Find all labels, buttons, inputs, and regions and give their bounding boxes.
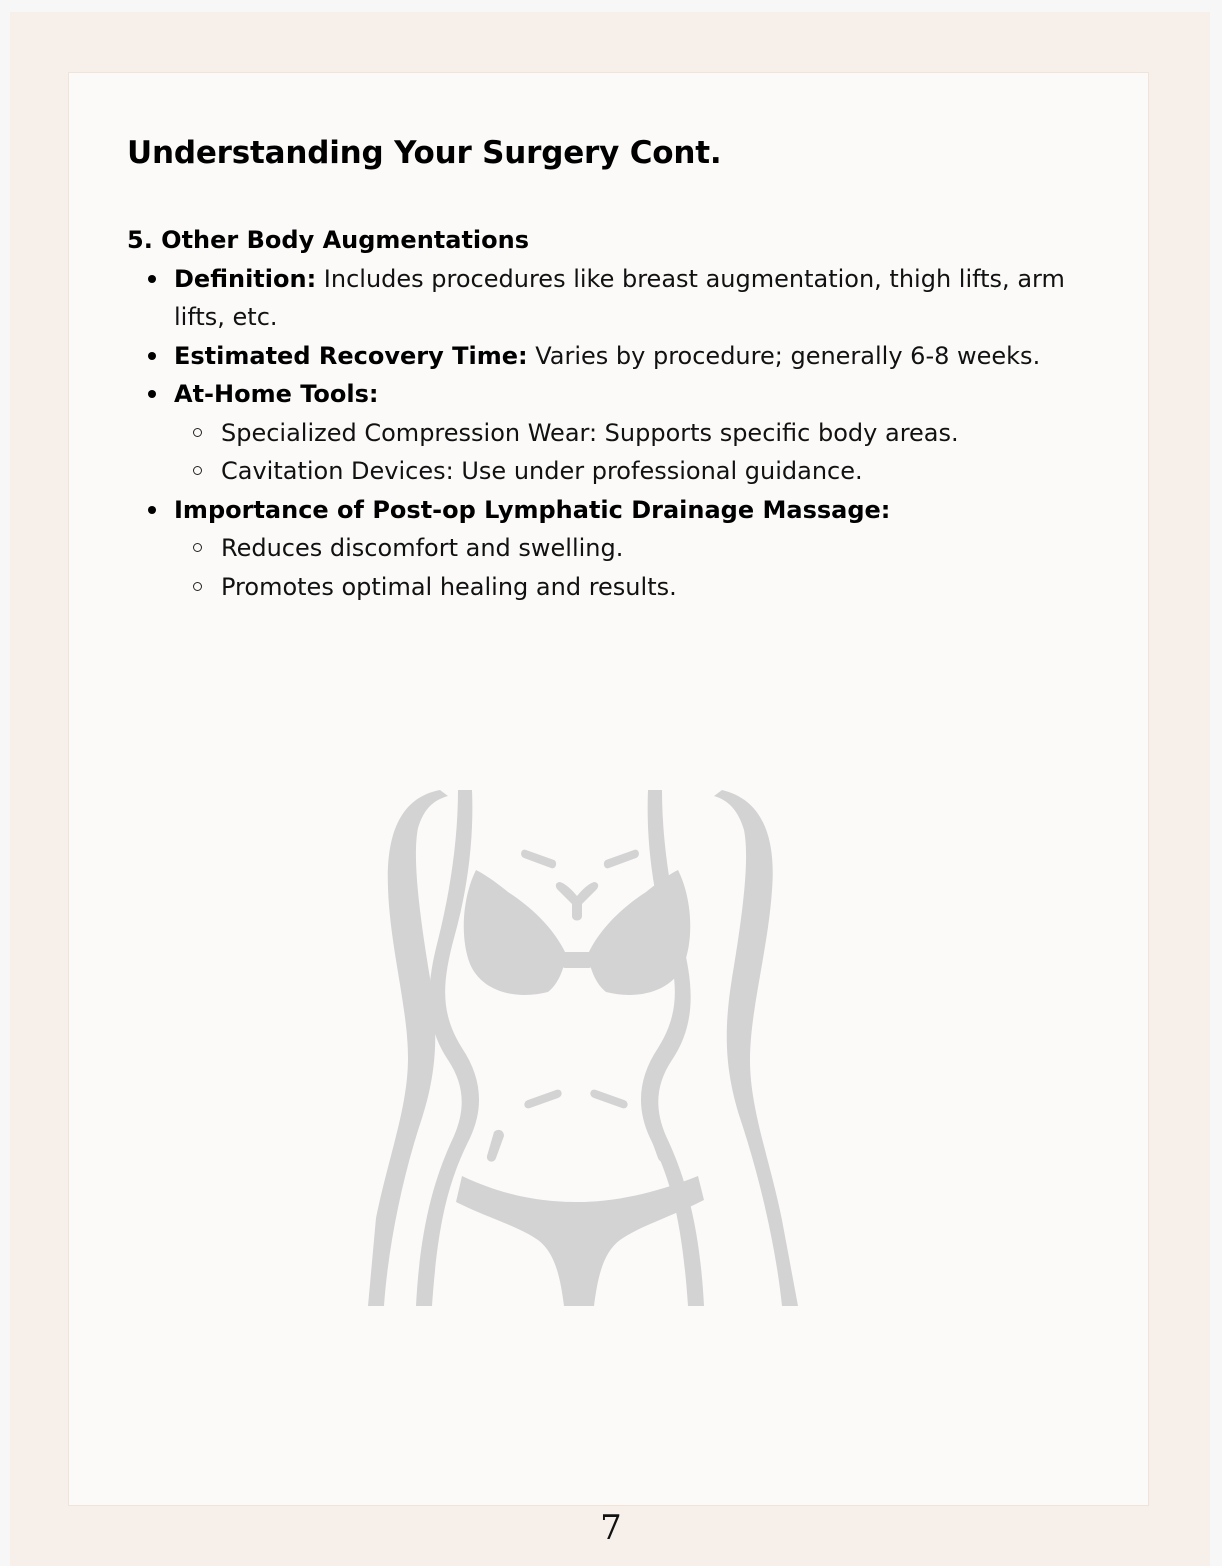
- rib-mark-left: [524, 1090, 561, 1109]
- sub-list-item: Promotes optimal healing and results.: [174, 568, 1087, 607]
- item-text: Varies by procedure; generally 6-8 weeks.: [527, 341, 1041, 370]
- item-text: Includes procedures like breast augmentation, thigh lifts, arm lifts, etc.: [174, 264, 1065, 331]
- hip-mark-left: [487, 1130, 504, 1162]
- item-label: Definition:: [174, 264, 317, 293]
- section-heading: 5. Other Body Augmentations: [127, 226, 529, 254]
- sub-list-item: Cavitation Devices: Use under professional guidance.: [174, 452, 1087, 491]
- sub-list: [174, 529, 1087, 606]
- sternum-mark: [556, 882, 598, 921]
- bikini-bottom: [456, 1176, 704, 1306]
- list-item-recovery-time: [127, 337, 1087, 376]
- bra-center: [562, 952, 592, 968]
- list-item-definition: [127, 260, 1087, 337]
- rib-mark-right: [590, 1090, 627, 1109]
- sub-list-item: Specialized Compression Wear: Supports specific body areas.: [174, 414, 1087, 453]
- page-number: 7: [600, 1508, 622, 1548]
- item-label: Estimated Recovery Time:: [174, 341, 528, 370]
- item-label: At-Home Tools:: [174, 380, 379, 408]
- bra-cup-right: [588, 870, 690, 995]
- sub-list-item: Reduces discomfort and swelling.: [174, 529, 1087, 568]
- list-item-lymphatic-massage: [127, 491, 1087, 607]
- bullet-list: [127, 260, 1087, 607]
- outer-right-contour: [714, 790, 798, 1306]
- page-title: Understanding Your Surgery Cont.: [127, 135, 722, 171]
- sub-list: [174, 414, 1087, 491]
- collarbone-right: [604, 850, 639, 869]
- list-item-at-home-tools: [127, 375, 1087, 491]
- body-contour-icon: [358, 778, 798, 1308]
- section-other-body-augmentations: [127, 221, 1087, 606]
- item-label: Importance of Post-op Lymphatic Drainage Massage:: [174, 495, 891, 524]
- inner-right-contour: [641, 790, 704, 1306]
- bra-cup-left: [464, 870, 566, 995]
- collarbone-left: [521, 850, 556, 869]
